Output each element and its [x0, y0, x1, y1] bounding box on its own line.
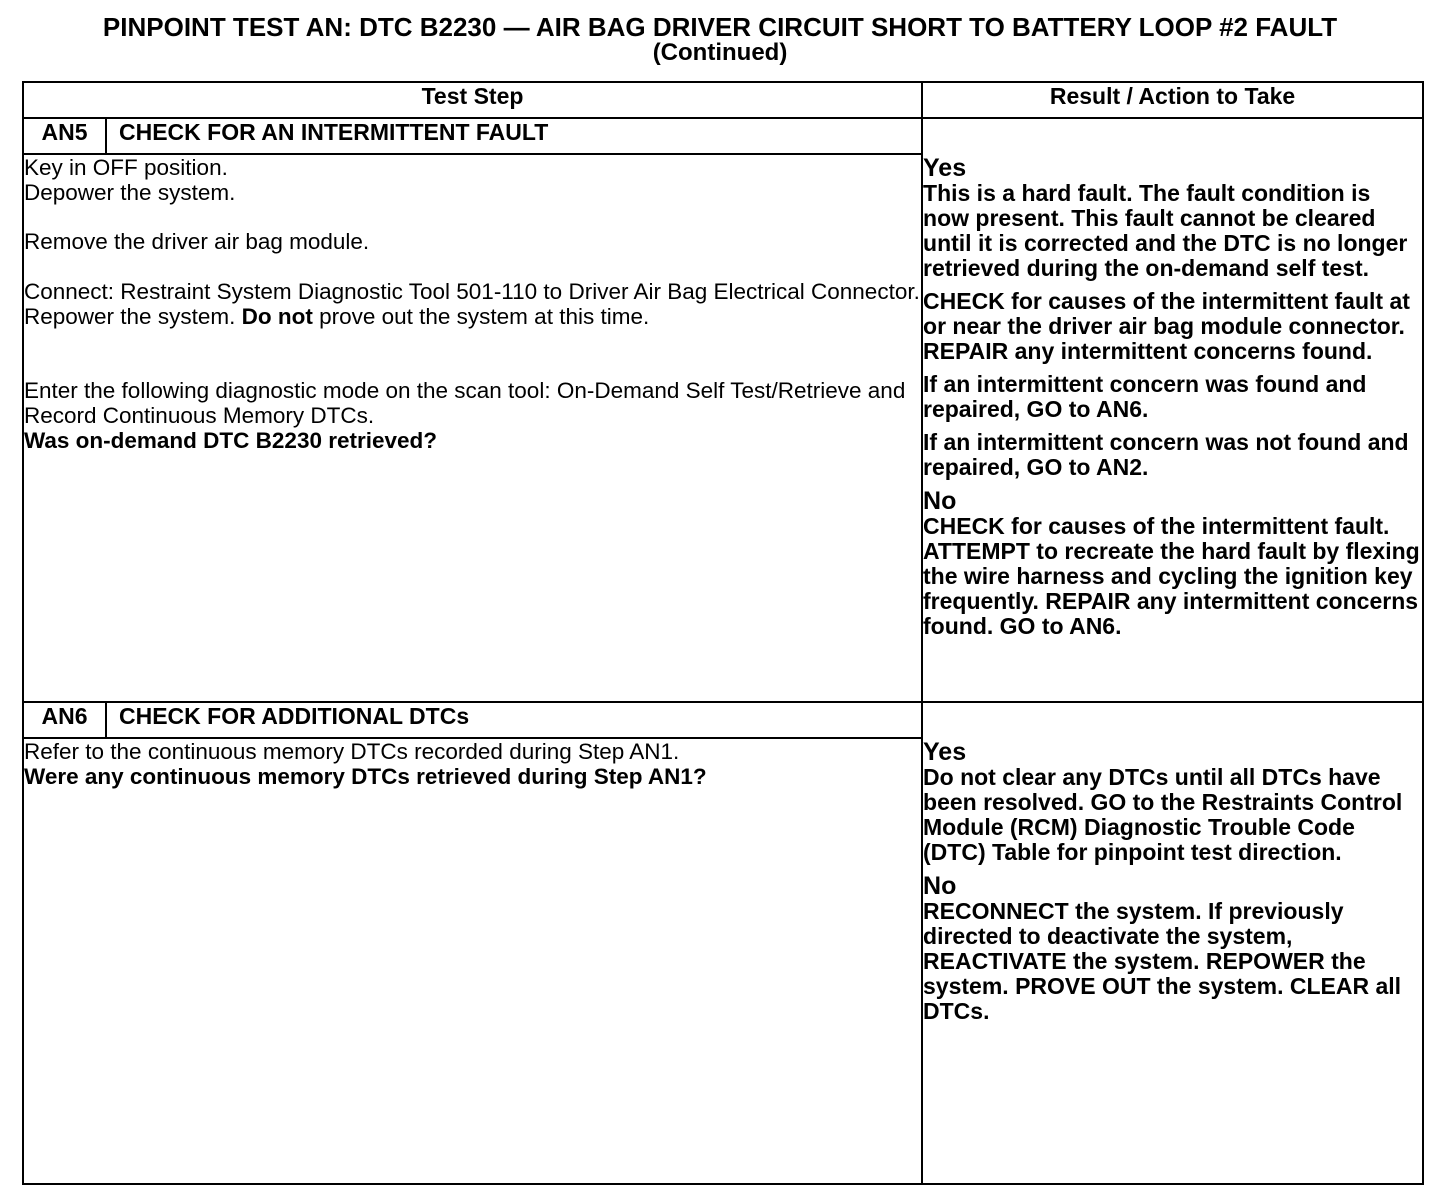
page-title — [0, 14, 1440, 66]
an6-bullet-list — [24, 739, 921, 789]
header-result: Result / Action to Take — [922, 82, 1423, 118]
an5-no-p1: CHECK for causes of the intermittent fault. ATTEMPT to recreate the hard fault by flexing the wire harness and cycling the ignition key frequently. REPAIR any intermittent concerns found. GO to AN6. — [923, 513, 1420, 639]
list-item: Enter the following diagnostic mode on the scan tool: On-Demand Self Test/Retrieve and Record Continuous Memory DTCs. — [24, 378, 906, 428]
step-an6-id: AN6 — [23, 702, 106, 738]
list-item: Were any continuous memory DTCs retrieved during Step AN1? — [24, 764, 707, 789]
step-an5-id: AN5 — [23, 118, 106, 154]
list-item: Was on-demand DTC B2230 retrieved? — [24, 428, 438, 453]
an5-yes-p3: If an intermittent concern was found and repaired, GO to AN6. — [923, 371, 1367, 422]
step-an5-header — [23, 118, 1423, 154]
list-item: Key in OFF position. — [24, 155, 228, 180]
goto-an2-link: AN2 — [1095, 454, 1142, 480]
title-sub: (Continued) — [652, 39, 788, 66]
step-an6-name: CHECK FOR ADDITIONAL DTCs — [106, 702, 922, 738]
an5-yes-p4: If an intermittent concern was not found and repaired, GO to AN2. — [923, 429, 1409, 480]
an5-yes-label: Yes — [923, 154, 967, 182]
goto-an6-link: AN6 — [1069, 613, 1116, 639]
an6-yes-label: Yes — [923, 738, 967, 766]
an6-no-label: No — [923, 872, 957, 900]
list-item: Depower the system. — [24, 180, 236, 205]
an5-yes-p2: CHECK for causes of the intermittent fault at or near the driver air bag module connector. REPAIR any intermittent concerns found. — [923, 288, 1410, 364]
an5-yes-p1: This is a hard fault. The fault condition is now present. This fault cannot be cleared until it is corrected and the DTC is no longer retrieved during the on-demand self test. — [923, 180, 1408, 281]
step-an6-result — [922, 702, 1423, 1184]
header-test-step: Test Step — [23, 82, 922, 118]
step-an6-header — [23, 702, 1423, 738]
list-item: Repower the system. Do not prove out the system at this time. — [24, 304, 650, 329]
list-item: Refer to the continuous memory DTCs recorded during Step AN1. — [24, 739, 680, 764]
an6-yes-p1: Do not clear any DTCs until all DTCs have been resolved. GO to the Restraints Control Module (RCM) Diagnostic Trouble Code (DTC) Table for pinpoint test direction. — [923, 764, 1403, 865]
step-an5-result — [922, 118, 1423, 702]
an6-no-p1: RECONNECT the system. If previously directed to deactivate the system, REACTIVATE the system. REPOWER the system. PROVE OUT the system. CLEAR all DTCs. — [923, 898, 1402, 1024]
an5-bullet-list — [24, 155, 921, 453]
step-an6-steps — [23, 738, 922, 1184]
step-an5-steps — [23, 154, 922, 702]
title-main: PINPOINT TEST AN: DTC B2230 — AIR BAG DRIVER CIRCUIT SHORT TO BATTERY LOOP #2 FAULT — [102, 12, 1338, 42]
step-an5-name: CHECK FOR AN INTERMITTENT FAULT — [106, 118, 922, 154]
pinpoint-test-table — [22, 81, 1424, 1185]
list-item: Remove the driver air bag module. — [24, 229, 370, 254]
list-item: Connect: Restraint System Diagnostic Tool 501-110 to Driver Air Bag Electrical Connector. — [24, 279, 920, 304]
header-row — [23, 82, 1423, 118]
goto-an6-link: AN6 — [1095, 396, 1142, 422]
an5-no-label: No — [923, 487, 957, 515]
